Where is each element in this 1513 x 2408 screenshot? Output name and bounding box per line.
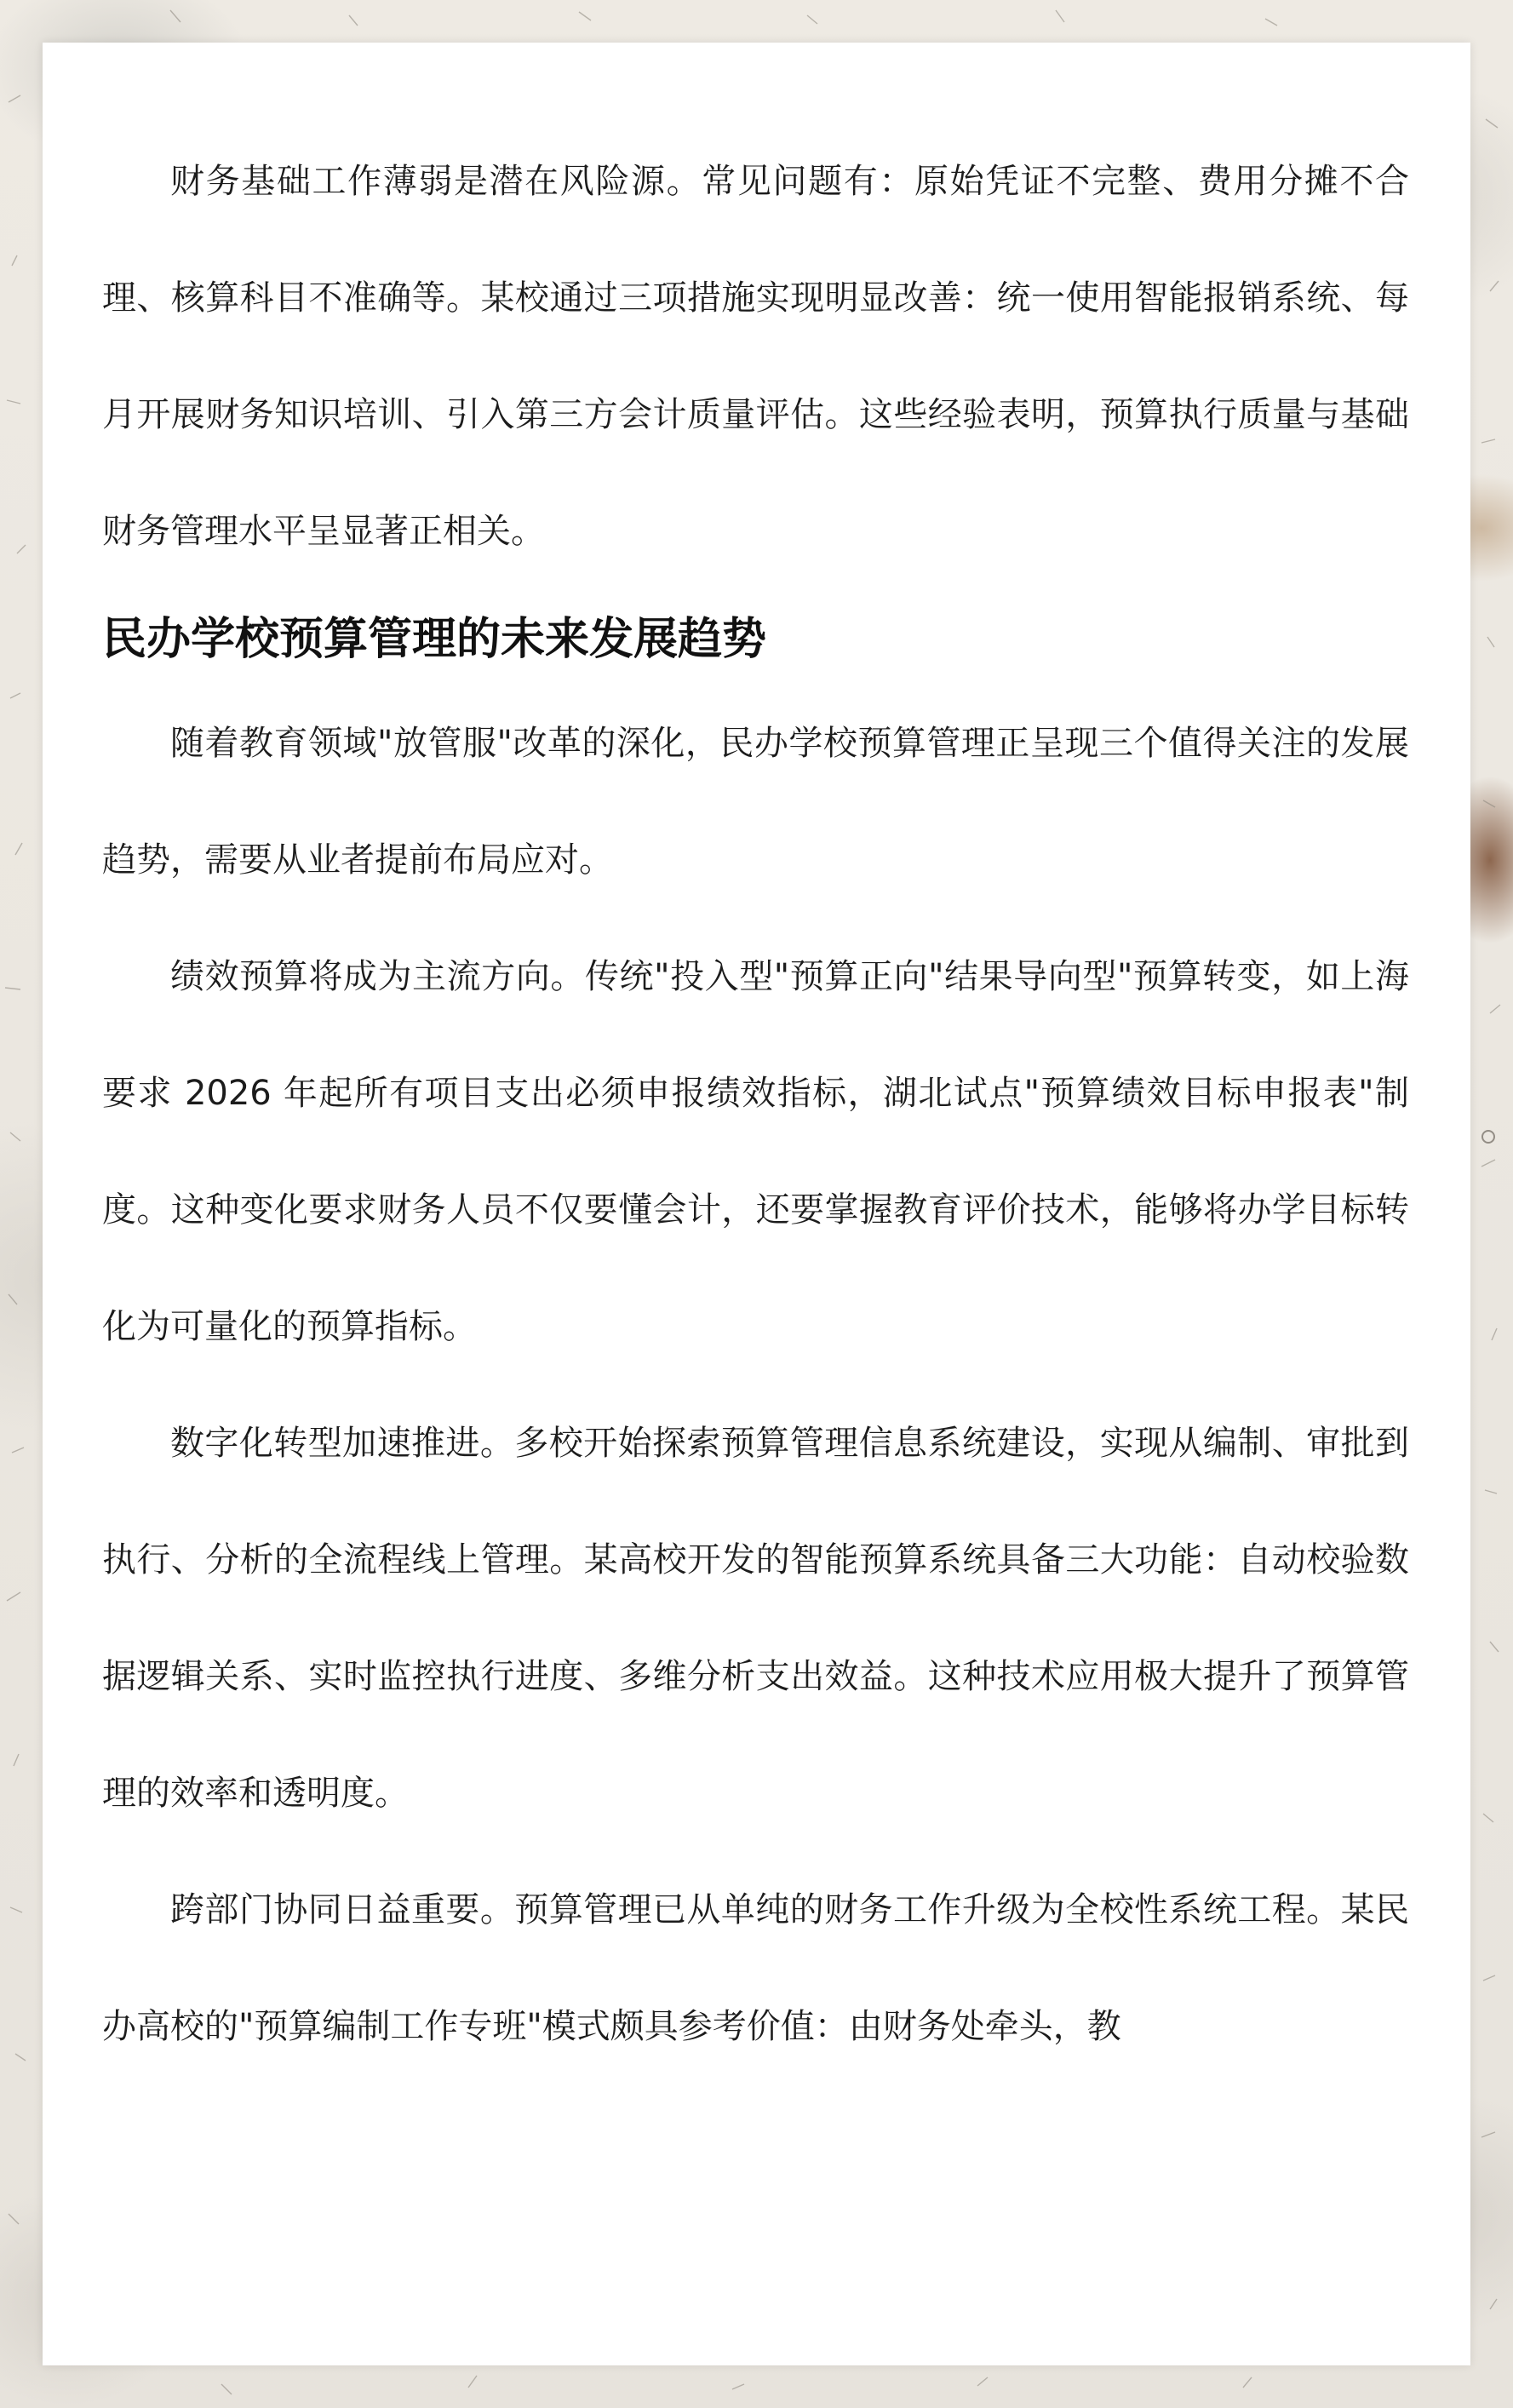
- paragraph-performance-budget: 绩效预算将成为主流方向。传统"投入型"预算正向"结果导向型"预算转变，如上海要求 2026 年起所有项目支出必须申报绩效指标，湖北试点"预算绩效目标申报表"制度。这种变化要求财务人员不仅要懂会计，还要掌握教育评价技术，能够将办学目标转化为可量化的预算指标。: [102, 957, 1409, 1346]
- paragraph-financial-basics: 财务基础工作薄弱是潜在风险源。常见问题有：原始凭证不完整、费用分摊不合理、核算科目不准确等。某校通过三项措施实现明显改善：统一使用智能报销系统、每月开展财务知识培训、引入第三方会计质量评估。这些经验表明，预算执行质量与基础财务管理水平呈显著正相关。: [102, 162, 1409, 551]
- article-content: [102, 123, 1409, 2085]
- paragraph-cross-department: 跨部门协同日益重要。预算管理已从单纯的财务工作升级为全校性系统工程。某民办高校的"预算编制工作专班"模式颇具参考价值：由财务处牵头，教: [102, 1890, 1409, 2046]
- paragraph-digital-transformation: 数字化转型加速推进。多校开始探索预算管理信息系统建设，实现从编制、审批到执行、分析的全流程线上管理。某高校开发的智能预算系统具备三大功能：自动校验数据逻辑关系、实时监控执行进度、多维分析支出效益。这种技术应用极大提升了预算管理的效率和透明度。: [102, 1424, 1409, 1813]
- section-heading: 民办学校预算管理的未来发展趋势: [102, 614, 767, 665]
- article-card: [43, 43, 1470, 2365]
- paragraph-intro-trends: 随着教育领域"放管服"改革的深化，民办学校预算管理正呈现三个值得关注的发展趋势，需要从业者提前布局应对。: [102, 724, 1409, 880]
